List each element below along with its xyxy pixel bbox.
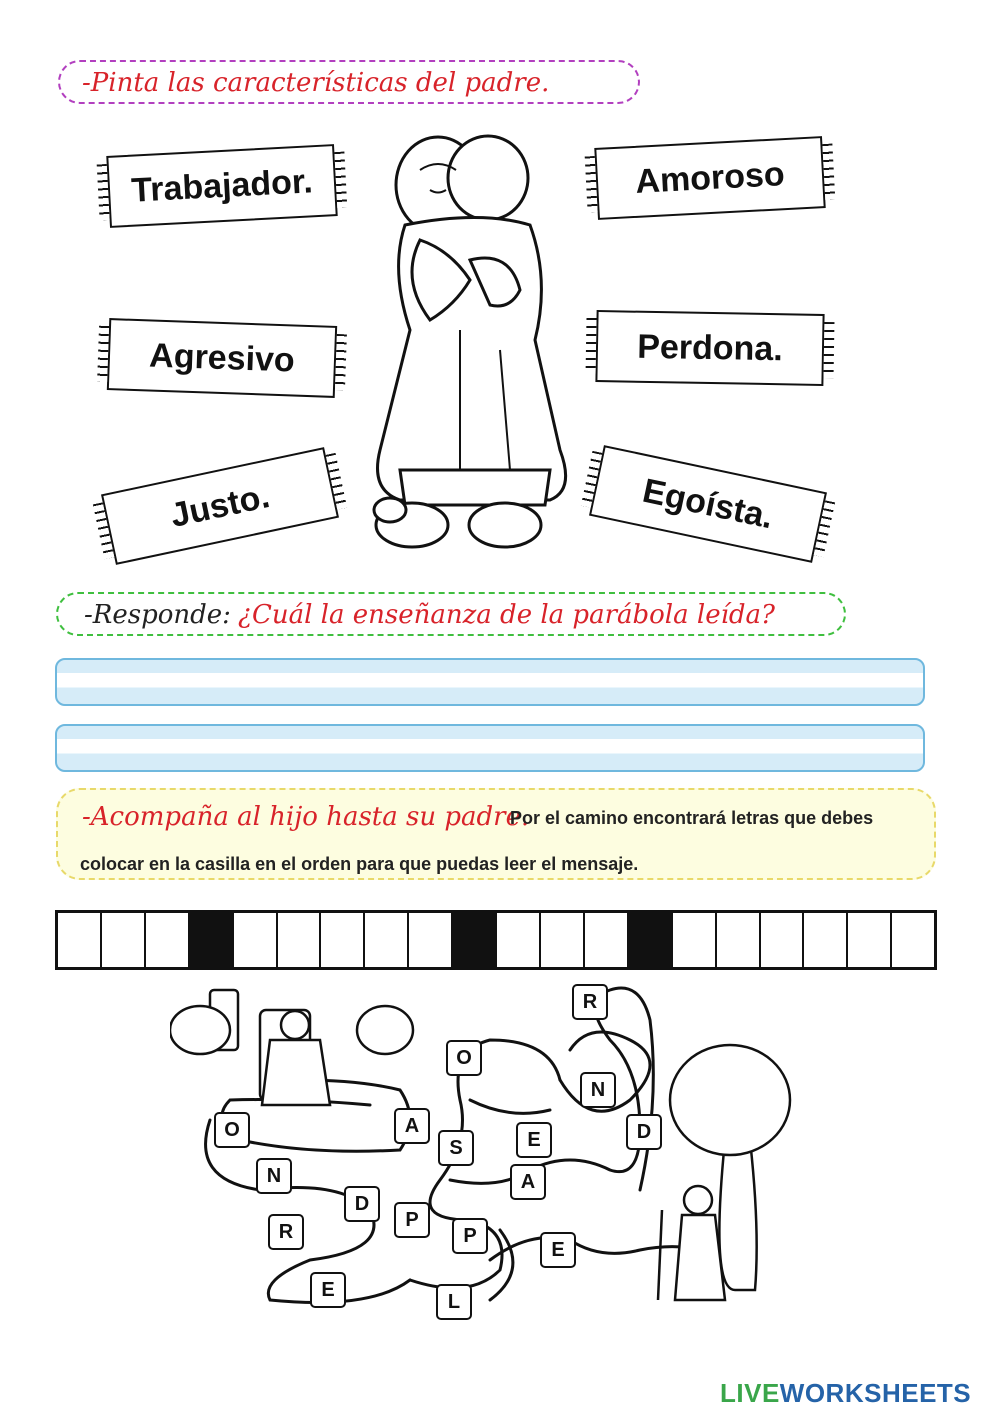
- maze-letter: P: [394, 1202, 430, 1238]
- maze-letter: A: [394, 1108, 430, 1144]
- trait-tag-amoroso[interactable]: [594, 136, 825, 220]
- maze-letter: D: [344, 1186, 380, 1222]
- section-1-banner: [58, 60, 640, 104]
- maze-letter: O: [446, 1040, 482, 1076]
- maze-letter: O: [214, 1112, 250, 1148]
- grid-cell[interactable]: [804, 913, 848, 967]
- trait-label: Amoroso: [634, 154, 786, 201]
- grid-cell[interactable]: [892, 913, 934, 967]
- grid-cell[interactable]: [102, 913, 146, 967]
- maze-letter: A: [510, 1164, 546, 1200]
- section-3-banner: [56, 788, 936, 880]
- trait-tag-egoista[interactable]: [589, 445, 827, 563]
- maze-letter: D: [626, 1114, 662, 1150]
- grid-cell[interactable]: [58, 913, 102, 967]
- grid-cell[interactable]: [234, 913, 278, 967]
- section-1-instruction: -Pinta las características del padre.: [82, 68, 550, 98]
- trait-label: Egoísta.: [639, 471, 777, 536]
- section-3-text-line-1: Por el camino encontrará letras que debes: [510, 808, 874, 828]
- section-3-text-line-2: colocar en la casilla en el orden para que puedas leer el mensaje.: [80, 854, 639, 874]
- trait-label: Perdona.: [636, 327, 784, 368]
- grid-cell[interactable]: [848, 913, 892, 967]
- maze-letter: N: [580, 1072, 616, 1108]
- maze-path-illustration: [170, 980, 970, 1320]
- grid-cell-blocked: [190, 913, 234, 967]
- grid-cell[interactable]: [321, 913, 365, 967]
- maze-letter: L: [436, 1284, 472, 1320]
- trait-tag-perdona[interactable]: [595, 310, 824, 386]
- trait-label: Justo.: [166, 476, 273, 535]
- section-3-instruction: -Acompaña al hijo hasta su padre.: [82, 802, 530, 832]
- liveworksheets-logo: [720, 1378, 971, 1409]
- grid-cell-blocked: [629, 913, 673, 967]
- maze-letter: P: [452, 1218, 488, 1254]
- grid-cell[interactable]: [497, 913, 541, 967]
- maze-letter: E: [540, 1232, 576, 1268]
- logo-prefix: LIVE: [720, 1378, 780, 1408]
- grid-cell-blocked: [453, 913, 497, 967]
- grid-cell[interactable]: [717, 913, 761, 967]
- maze-letter: E: [516, 1122, 552, 1158]
- grid-cell[interactable]: [365, 913, 409, 967]
- grid-cell[interactable]: [409, 913, 453, 967]
- answer-line-2[interactable]: [55, 724, 925, 772]
- grid-cell[interactable]: [761, 913, 805, 967]
- section-2-banner: [56, 592, 846, 636]
- logo-rest: WORKSHEETS: [779, 1378, 972, 1408]
- grid-cell[interactable]: [585, 913, 629, 967]
- section-2-question: ¿Cuál la enseñanza de la parábola leída?: [238, 600, 775, 630]
- father-son-embrace-illustration: [360, 130, 590, 560]
- trait-tag-justo[interactable]: [101, 447, 339, 565]
- grid-cell[interactable]: [673, 913, 717, 967]
- trait-tag-agresivo[interactable]: [107, 318, 337, 398]
- grid-cell[interactable]: [146, 913, 190, 967]
- maze-letter: S: [438, 1130, 474, 1166]
- maze-letter: R: [268, 1214, 304, 1250]
- grid-cell[interactable]: [278, 913, 322, 967]
- trait-label: Agresivo: [148, 335, 296, 380]
- maze-letter: E: [310, 1272, 346, 1308]
- section-2-lead: -Responde:: [84, 600, 231, 630]
- grid-cell[interactable]: [541, 913, 585, 967]
- trait-label: Trabajador.: [130, 161, 314, 210]
- answer-line-1[interactable]: [55, 658, 925, 706]
- maze-letter: N: [256, 1158, 292, 1194]
- maze-letter: R: [572, 984, 608, 1020]
- trait-tag-trabajador[interactable]: [106, 144, 337, 228]
- message-letter-grid: [55, 910, 937, 970]
